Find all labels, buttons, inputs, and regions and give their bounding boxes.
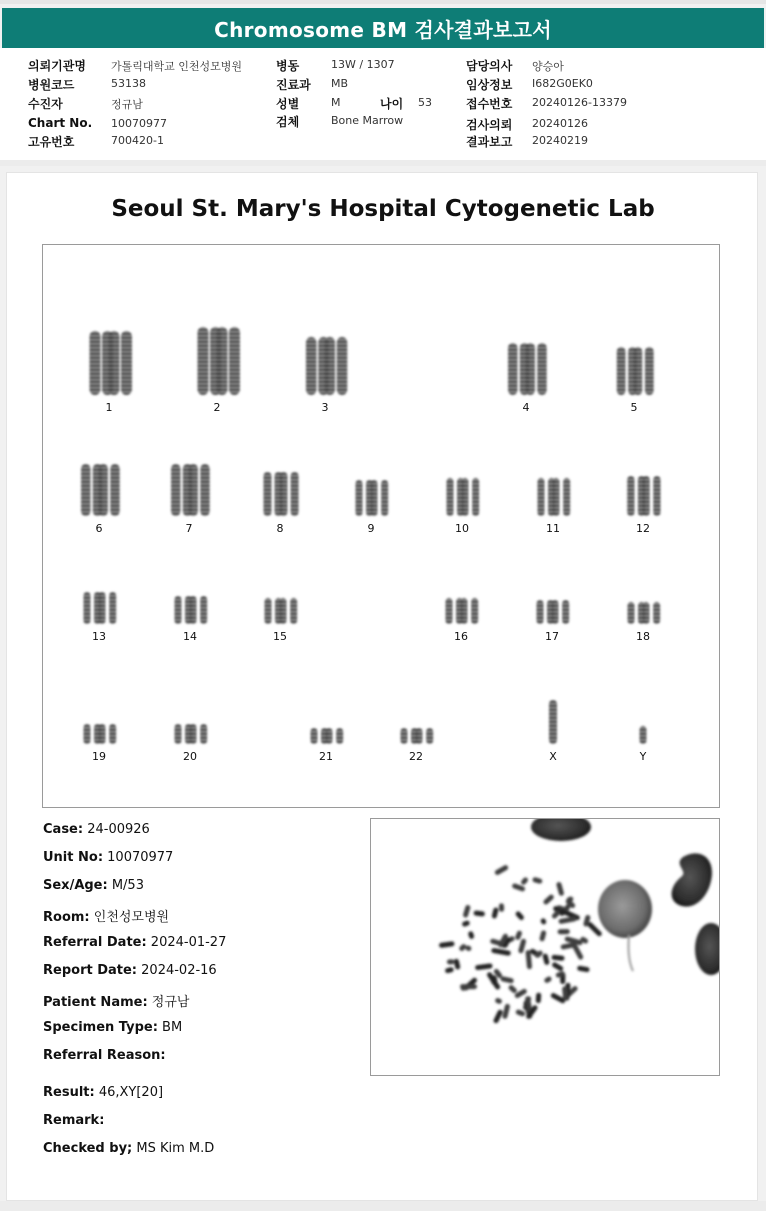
chromosome-12-chromatid (627, 476, 634, 516)
chromosome-6-chromatid (81, 464, 90, 516)
chromosome-label-6: 6 (95, 522, 103, 535)
chromosome-label-18: 18 (636, 630, 650, 643)
receipt-no-value: 20240126-13379 (532, 96, 627, 109)
metaphase-chromosome (556, 882, 565, 897)
detail-label: Case: (43, 822, 84, 837)
chromosome-5-chromatid (617, 347, 626, 395)
chromosome-label-21: 21 (319, 750, 333, 763)
detail-row (43, 991, 189, 1010)
chromosome-X-chromatid (549, 700, 557, 744)
karyogram-panel (42, 244, 720, 808)
lab-title: Seoul St. Mary's Hospital Cytogenetic Lab (111, 196, 655, 222)
result-date-label: 결과보고 (466, 135, 513, 149)
metaphase-chromosome (571, 943, 584, 961)
chromosome-label-17: 17 (545, 630, 559, 643)
chromosome-1-chromatid (90, 331, 101, 395)
detail-label: Report Date: (43, 963, 138, 978)
detail-value: MS Kim M.D (132, 1141, 215, 1156)
metaphase-chromosome (500, 976, 514, 984)
metaphase-chromosome (551, 955, 564, 961)
detail-value: 정규남 (147, 995, 190, 1010)
metaphase-chromosome (551, 961, 564, 971)
chromosome-label-14: 14 (183, 630, 197, 643)
metaphase-image (371, 819, 719, 1075)
detail-value: BM (157, 1020, 183, 1035)
receipt-no-label: 접수번호 (466, 97, 513, 111)
metaphase-chromosome (447, 959, 455, 964)
metaphase-chromosome (491, 907, 499, 919)
metaphase-chromosome (475, 963, 493, 970)
chromosome-14-chromatid (175, 596, 182, 624)
clinical-info-label: 임상정보 (466, 78, 513, 92)
metaphase-chromosome (468, 931, 475, 940)
detail-row (43, 935, 226, 950)
chromosome-11-chromatid (538, 478, 545, 516)
metaphase-chromosome (439, 941, 455, 948)
chromosome-label-1: 1 (105, 401, 113, 414)
detail-value: M/53 (107, 878, 144, 893)
metaphase-chromosome (558, 929, 570, 934)
chromosome-7-chromatid (189, 464, 198, 516)
chromosome-22-chromatid (426, 728, 433, 744)
metaphase-chromosome (453, 958, 460, 970)
karyogram-image (43, 245, 719, 807)
chromosome-label-8: 8 (276, 522, 284, 535)
chromosome-19-chromatid (84, 724, 91, 744)
chromosome-12-chromatid (643, 476, 650, 516)
metaphase-chromosome (539, 930, 547, 942)
chromosome-16-chromatid (471, 598, 478, 624)
chromosome-22-chromatid (401, 728, 408, 744)
department-value: MB (331, 77, 349, 90)
chromosome-9-chromatid (381, 480, 388, 516)
metaphase-chromosome (494, 997, 502, 1004)
detail-label: Unit No: (43, 850, 104, 865)
chromosome-8-chromatid (280, 472, 288, 516)
metaphase-chromosome (542, 953, 550, 965)
chromosome-7-chromatid (200, 464, 209, 516)
chromosome-17-chromatid (537, 600, 544, 624)
chromosome-8-chromatid (291, 472, 299, 516)
metaphase-chromosome (515, 1009, 526, 1017)
section-divider (0, 160, 766, 166)
chromosome-20-chromatid (175, 724, 182, 744)
metaphase-chromosome (494, 864, 509, 876)
detail-row (43, 1113, 104, 1128)
detail-value: 인천성모병원 (89, 910, 170, 925)
metaphase-chromosome (515, 910, 525, 921)
chromosome-16-chromatid (461, 598, 468, 624)
chromosome-label-9: 9 (367, 522, 375, 535)
chromosome-label-Y: Y (639, 750, 647, 763)
chromosome-10-chromatid (447, 478, 454, 516)
metaphase-chromosome (577, 965, 590, 972)
request-date-value: 20240126 (532, 117, 588, 130)
metaphase-chromosome (499, 903, 504, 912)
chromosome-1-chromatid (109, 331, 120, 395)
department-label: 진료과 (276, 78, 311, 92)
metaphase-chromosome (461, 920, 470, 927)
ward-label: 병동 (276, 59, 300, 73)
chromosome-4-chromatid (508, 343, 517, 395)
chromosome-4-chromatid (526, 343, 535, 395)
chromosome-label-10: 10 (455, 522, 469, 535)
chromosome-10-chromatid (462, 478, 469, 516)
chromosome-5-chromatid (645, 347, 654, 395)
doctor-value: 양승아 (532, 60, 564, 73)
detail-label: Checked by; (43, 1141, 133, 1156)
metaphase-chromosome (445, 967, 455, 974)
sex-label: 성별 (276, 97, 300, 111)
chromosome-5-chromatid (634, 347, 643, 395)
detail-value: 2024-01-27 (146, 935, 227, 950)
chromosome-17-chromatid (562, 600, 569, 624)
chromosome-18-chromatid (643, 602, 650, 624)
chart-no-label: Chart No. (28, 116, 93, 130)
chromosome-15-chromatid (265, 598, 272, 624)
chromosome-2-chromatid (217, 327, 228, 395)
chromosome-3-chromatid (337, 337, 348, 395)
chromosome-label-16: 16 (454, 630, 468, 643)
chromosome-19-chromatid (109, 724, 116, 744)
chromosome-14-chromatid (200, 596, 207, 624)
detail-row (43, 878, 144, 893)
chromosome-label-7: 7 (185, 522, 193, 535)
chromosome-label-12: 12 (636, 522, 650, 535)
detail-value: 2024-02-16 (137, 963, 217, 978)
chromosome-17-chromatid (552, 600, 559, 624)
patient-label: 수진자 (28, 97, 63, 111)
hospital-code-value: 53138 (111, 77, 146, 90)
chromosome-label-4: 4 (522, 401, 530, 414)
ward-value: 13W / 1307 (331, 58, 395, 71)
metaphase-chromosome (542, 894, 554, 906)
chromosome-label-20: 20 (183, 750, 197, 763)
detail-label: Specimen Type: (43, 1020, 158, 1035)
detail-value: 46,XY[20] (94, 1085, 164, 1100)
metaphase-chromosome (520, 876, 529, 885)
metaphase-chromosome (586, 921, 602, 937)
chromosome-4-chromatid (537, 343, 546, 395)
chromosome-20-chromatid (190, 724, 197, 744)
chromosome-11-chromatid (563, 478, 570, 516)
request-date-label: 검사의뢰 (466, 118, 513, 132)
patient-header (0, 48, 766, 160)
detail-label: Patient Name: (43, 995, 148, 1010)
chromosome-label-5: 5 (630, 401, 638, 414)
metaphase-chromosome (515, 930, 523, 941)
institution-label: 의뢰기관명 (28, 59, 86, 73)
chromosome-6-chromatid (99, 464, 108, 516)
detail-row (43, 1020, 182, 1035)
sex-value: M (331, 96, 341, 109)
detail-row (43, 1085, 163, 1100)
detail-row (43, 906, 169, 925)
chromosome-11-chromatid (553, 478, 560, 516)
bottom-border (0, 1201, 766, 1211)
detail-label: Room: (43, 910, 90, 925)
specimen-value: Bone Marrow (331, 114, 404, 127)
chromosome-label-2: 2 (213, 401, 221, 414)
chromosome-3-chromatid (306, 337, 317, 395)
chromosome-21-chromatid (311, 728, 318, 744)
patient-value: 정규남 (111, 98, 143, 111)
clinical-info-value: I682G0EK0 (532, 77, 593, 90)
metaphase-chromosome (502, 1003, 510, 1019)
chromosome-label-22: 22 (409, 750, 423, 763)
chromosome-20-chromatid (200, 724, 207, 744)
chromosome-12-chromatid (653, 476, 660, 516)
chromosome-2-chromatid (229, 327, 240, 395)
chromosome-13-chromatid (109, 592, 116, 624)
specimen-label: 검체 (276, 115, 300, 129)
metaphase-image-panel (370, 818, 720, 1076)
report-title: Chromosome BM 검사결과보고서 (214, 17, 552, 42)
chromosome-6-chromatid (110, 464, 119, 516)
chromosome-13-chromatid (99, 592, 106, 624)
metaphase-chromosome (508, 984, 518, 994)
detail-label: Referral Date: (43, 935, 147, 950)
chromosome-label-X: X (549, 750, 557, 763)
chromosome-21-chromatid (326, 728, 333, 744)
unique-no-value: 700420-1 (111, 134, 164, 147)
metaphase-chromosome (558, 916, 577, 924)
result-date-value: 20240219 (532, 134, 588, 147)
metaphase-chromosome (462, 904, 471, 918)
metaphase-chromosome (493, 1009, 504, 1024)
detail-value: 24-00926 (83, 822, 150, 837)
chromosome-9-chromatid (371, 480, 378, 516)
metaphase-chromosome (532, 877, 543, 884)
metaphase-chromosome (540, 918, 547, 926)
chromosome-10-chromatid (472, 478, 479, 516)
detail-row (43, 850, 173, 865)
detail-row (43, 1141, 214, 1156)
metaphase-chromosome (518, 938, 527, 954)
age-label: 나이 (380, 97, 404, 111)
chromosome-14-chromatid (190, 596, 197, 624)
detail-row (43, 822, 150, 837)
chromosome-label-15: 15 (273, 630, 287, 643)
chromosome-13-chromatid (84, 592, 91, 624)
metaphase-chromosome (473, 910, 485, 916)
detail-row (43, 963, 217, 978)
metaphase-chromosome (536, 993, 542, 1004)
detail-label: Result: (43, 1085, 95, 1100)
chromosome-18-chromatid (628, 602, 635, 624)
institution-value: 가톨릭대학교 인천성모병원 (111, 60, 243, 73)
chromosome-label-19: 19 (92, 750, 106, 763)
detail-value: 10070977 (103, 850, 174, 865)
unique-no-label: 고유번호 (28, 135, 75, 149)
chromosome-19-chromatid (99, 724, 106, 744)
doctor-label: 담당의사 (466, 59, 513, 73)
chromosome-9-chromatid (356, 480, 363, 516)
chromosome-2-chromatid (198, 327, 209, 395)
chromosome-22-chromatid (416, 728, 423, 744)
chromosome-15-chromatid (290, 598, 297, 624)
detail-row (43, 1048, 166, 1063)
chromosome-label-11: 11 (546, 522, 560, 535)
chromosome-18-chromatid (653, 602, 660, 624)
chromosome-Y-chromatid (640, 726, 647, 744)
chromosome-7-chromatid (171, 464, 180, 516)
chromosome-15-chromatid (280, 598, 287, 624)
chart-no-value: 10070977 (111, 117, 167, 130)
detail-label: Referral Reason: (43, 1048, 166, 1063)
chromosome-label-3: 3 (321, 401, 329, 414)
chromosome-8-chromatid (264, 472, 272, 516)
age-value: 53 (418, 96, 432, 109)
hospital-code-label: 병원코드 (28, 78, 75, 92)
chromosome-1-chromatid (121, 331, 132, 395)
chromosome-3-chromatid (325, 337, 336, 395)
metaphase-chromosome (543, 976, 552, 984)
metaphase-chromosome (491, 948, 511, 956)
detail-label: Remark: (43, 1113, 105, 1128)
top-border (0, 0, 766, 4)
chromosome-21-chromatid (336, 728, 343, 744)
report-title-banner (2, 8, 764, 48)
chromosome-label-13: 13 (92, 630, 106, 643)
chromosome-16-chromatid (446, 598, 453, 624)
detail-label: Sex/Age: (43, 878, 108, 893)
